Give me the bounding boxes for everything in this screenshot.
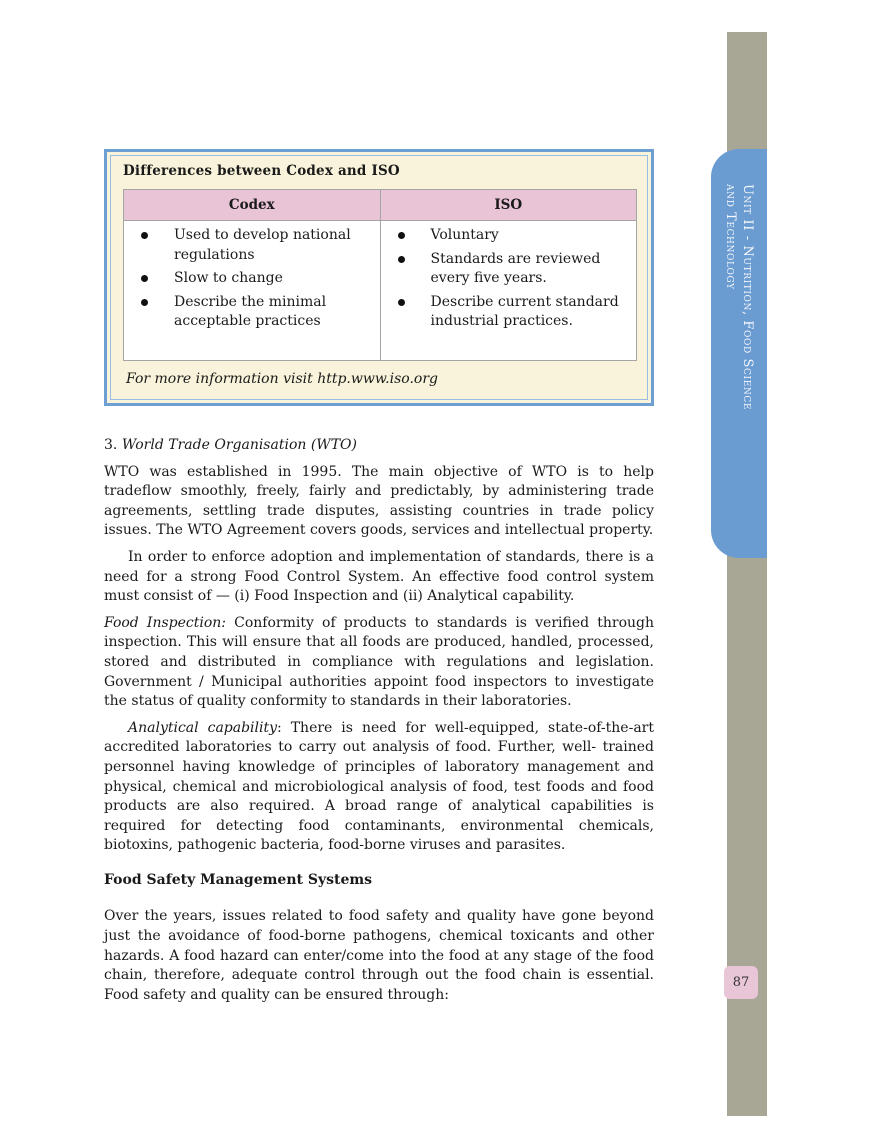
box-note: For more information visit http.www.iso.org	[126, 371, 438, 387]
unit-title-line2: and Technology	[723, 183, 738, 290]
comparison-table	[123, 189, 637, 361]
list-item-text: Standards are reviewed every five years.	[430, 250, 601, 286]
paragraph-food-inspection	[104, 614, 654, 712]
bullet-icon	[398, 299, 405, 306]
analytical-text: : There is need for well-equipped, state-of-the-art accredited laboratories to carry out analysis of food. Further, well- trained personnel having knowledge of principles of laboratory management and physical, chemical and microbiological analysis of food, test foods and food products are also required. A broad range of analytical capabilities is required for detecting food contaminants, environmental chemicals, biotoxins, pathogenic bacteria, food-borne viruses and parasites.	[104, 719, 654, 854]
list-item-text: Describe the minimal acceptable practices	[174, 293, 327, 329]
codex-cell	[124, 221, 381, 361]
list-item	[124, 293, 372, 332]
list-item	[381, 250, 629, 289]
section-number: 3.	[104, 437, 118, 453]
food-inspection-text: Conformity of products to standards is verified through inspection. This will ensure that all foods are produced, handled, processed, stored and distributed in compliance with regulations and legislation. Government / Municipal authorities appoint food inspectors to investigate the status of quality conformity to standards in their laboratories.	[104, 614, 654, 710]
list-item-text: Used to develop national regulations	[174, 227, 351, 263]
box-title: Differences between Codex and ISO	[123, 163, 400, 179]
list-item	[124, 269, 372, 289]
section-heading-wto	[104, 436, 654, 456]
paragraph-wto: WTO was established in 1995. The main objective of WTO is to help tradeflow smoothly, freely, fairly and predictably, by administering trade agreements, settling trade disputes, assisting countries in trade policy issues. The WTO Agreement covers goods, services and intellectual property.	[104, 463, 654, 539]
codex-iso-box-inner	[110, 155, 648, 400]
codex-list	[124, 226, 372, 332]
unit-title	[711, 149, 767, 558]
list-item-text: Describe current standard industrial practices.	[430, 293, 619, 329]
table-header-row	[124, 190, 637, 221]
main-content	[104, 436, 654, 1005]
paragraph-fsms: Over the years, issues related to food safety and quality have gone beyond just the avoidance of food-borne pathogens, chemical toxicants and other hazards. A food hazard can enter/come into the food at any stage of the food chain, therefore, adequate control through out the food chain is essential. Food safety and quality can be ensured through:	[104, 908, 654, 1003]
list-item	[124, 226, 372, 265]
column-header-codex: Codex	[124, 190, 381, 221]
page-number: 87	[724, 966, 758, 999]
paragraph-analytical	[104, 719, 654, 856]
paragraph-food-control: In order to enforce adoption and implementation of standards, there is a need for a strong Food Control System. An effective food control system must consist of — (i) Food Inspection and (ii) Analytical capability.	[104, 548, 654, 605]
bullet-icon	[398, 232, 405, 239]
list-item	[381, 226, 629, 246]
bullet-icon	[141, 232, 148, 239]
bullet-icon	[141, 275, 148, 282]
list-item	[381, 293, 629, 332]
list-item-text: Voluntary	[430, 227, 499, 243]
codex-iso-box	[104, 149, 654, 406]
iso-list	[381, 226, 629, 332]
list-item-text: Slow to change	[174, 270, 283, 286]
column-header-iso: ISO	[380, 190, 637, 221]
table-row	[124, 221, 637, 361]
unit-title-line1: Unit II - Nutrition, Food Science	[740, 183, 755, 410]
bullet-icon	[141, 299, 148, 306]
analytical-label: Analytical capability	[128, 719, 278, 736]
section-heading-text: World Trade Organisation (WTO)	[121, 437, 357, 453]
iso-cell	[380, 221, 637, 361]
bullet-icon	[398, 256, 405, 263]
food-inspection-label: Food Inspection:	[104, 614, 226, 631]
heading-fsms: Food Safety Management Systems	[104, 871, 373, 888]
